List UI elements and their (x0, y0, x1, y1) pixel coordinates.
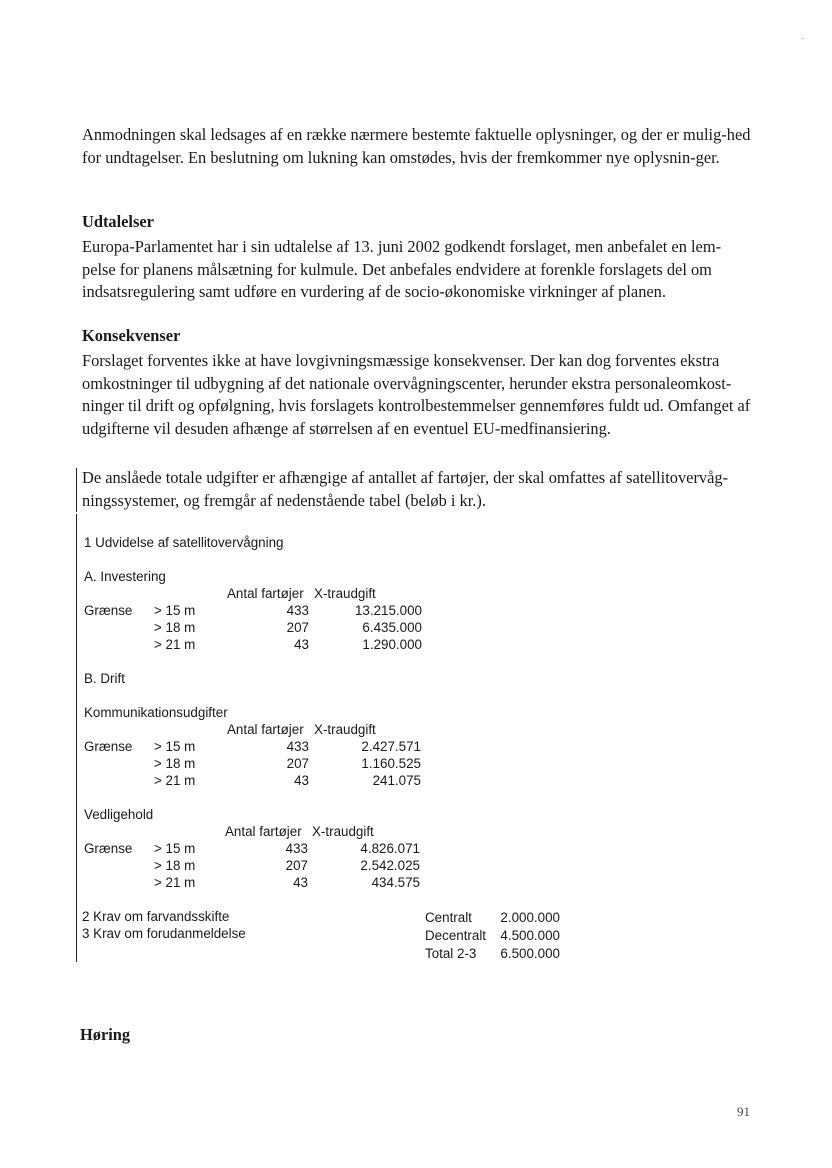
table-section-title: 1 Udvidelse af satellitovervågning (84, 535, 284, 550)
summary-value: 4.500.000 (500, 928, 560, 943)
udgift-cell: 241.075 (372, 773, 421, 788)
limit-cell: > 18 m (154, 620, 196, 635)
konsekvenser-heading: Konsekvenser (82, 326, 181, 345)
udgift-cell: 1.290.000 (362, 637, 422, 652)
udgift-cell: 1.160.525 (361, 756, 421, 771)
group-label: Grænse (84, 841, 133, 856)
udtalelser-heading: Udtalelser (82, 212, 154, 231)
udgift-cell: 6.435.000 (362, 620, 422, 635)
summary-label: Total 2-3 (425, 946, 477, 961)
udgift-cell: 2.542.025 (360, 858, 420, 873)
antal-cell: 207 (285, 858, 308, 873)
konsekvenser-paragraph: Forslaget forventes ikke at have lovgivningsmæssige konsekvenser. Der kan dog forventes ekstra omkostninger til udbygning af det nationale overvågningscenter, herunder ekstra personaleomkost-ninger til drift og opfølgning, hvis forslagets kontrolbestemmelser gennemføres fuldt ud. Omfanget af udgifterne vil desuden afhænge af størrelsen af en eventuel EU-medfinansiering. (82, 351, 751, 438)
limit-cell: > 18 m (154, 858, 196, 873)
vedligehold-title: Vedligehold (84, 807, 154, 822)
summary-value: 6.500.000 (500, 946, 560, 961)
krav-farvandsskifte: 2 Krav om farvandsskifte (82, 909, 230, 924)
scan-speck (802, 38, 804, 39)
antal-cell: 207 (286, 620, 309, 635)
group-label: Grænse (84, 603, 133, 618)
udtalelser-paragraph: Europa-Parlamentet har i sin udtalelse af 13. juni 2002 godkendt forslaget, men anbefalet en lem-pelse for planens målsætning for kulmule. Det anbefales endvidere at forenkle forslagets del om indsatsregulering samt udføre en vurdering af de socio-økonomiske virkninger af planen. (82, 237, 722, 301)
udgift-cell: 13.215.000 (354, 603, 422, 618)
udgift-cell: 2.427.571 (361, 739, 421, 754)
summary-label: Decentralt (425, 928, 487, 943)
kommunikation-title: Kommunikationsudgifter (84, 705, 228, 720)
antal-cell: 207 (286, 756, 309, 771)
udgift-cell: 434.575 (371, 875, 420, 890)
limit-cell: > 21 m (154, 773, 196, 788)
antal-cell: 43 (293, 875, 308, 890)
revision-bar (76, 468, 77, 512)
limit-cell: > 15 m (154, 841, 196, 856)
limit-cell: > 18 m (154, 756, 196, 771)
limit-cell: > 15 m (154, 739, 196, 754)
krav-forudanmeldelse: 3 Krav om forudanmeldelse (82, 926, 246, 941)
antal-cell: 433 (286, 739, 309, 754)
antal-cell: 43 (294, 637, 309, 652)
column-header-udgift: X-traudgift (314, 586, 376, 601)
drift-title: B. Drift (84, 671, 125, 686)
antal-cell: 43 (294, 773, 309, 788)
horing-heading: Høring (80, 1025, 131, 1044)
summary-label: Centralt (425, 910, 472, 925)
investering-title: A. Investering (84, 569, 166, 584)
column-header-antal: Antal fartøjer (227, 722, 304, 737)
limit-cell: > 21 m (154, 637, 196, 652)
summary-value: 2.000.000 (500, 910, 560, 925)
column-header-udgift: X-traudgift (312, 824, 374, 839)
column-header-antal: Antal fartøjer (225, 824, 302, 839)
udgift-cell: 4.826.071 (360, 841, 420, 856)
intro-paragraph: Anmodningen skal ledsages af en række nærmere bestemte faktuelle oplysninger, og der er mulig-hed for undtagelser. En beslutning om lukning kan omstødes, hvis der fremkommer nye oplysnin-ger. (82, 125, 751, 167)
revision-bar (76, 514, 77, 962)
limit-cell: > 21 m (154, 875, 196, 890)
udgifter-paragraph: De anslåede totale udgifter er afhængige af antallet af fartøjer, der skal omfattes af satellitovervåg-ningssystemer, og fremgår af nedenstående tabel (beløb i kr.). (82, 468, 729, 510)
antal-cell: 433 (285, 841, 308, 856)
page-number: 91 (737, 1104, 750, 1119)
limit-cell: > 15 m (154, 603, 196, 618)
column-header-antal: Antal fartøjer (227, 586, 304, 601)
antal-cell: 433 (286, 603, 309, 618)
column-header-udgift: X-traudgift (314, 722, 376, 737)
group-label: Grænse (84, 739, 133, 754)
